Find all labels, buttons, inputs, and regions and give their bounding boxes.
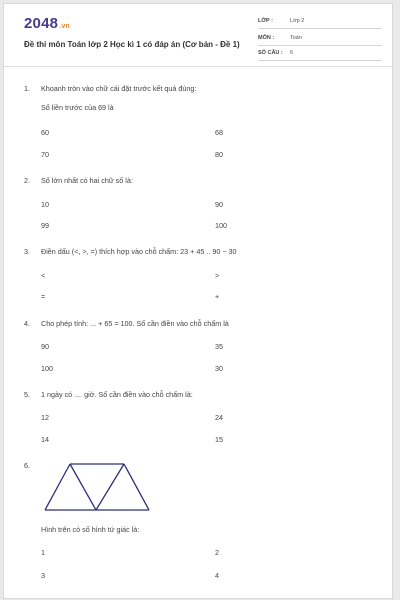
question-number: 5. xyxy=(24,390,30,399)
option-d[interactable]: 100 xyxy=(215,221,227,230)
option-c[interactable]: 14 xyxy=(41,435,49,444)
logo-main: 2048 xyxy=(24,15,59,32)
option-c[interactable]: 70 xyxy=(41,150,49,159)
figure-line xyxy=(96,464,124,510)
question-text: Điền dấu (<, >, =) thích hợp vào chỗ chấm: 23 + 45 .. 90 − 30 xyxy=(41,247,237,256)
option-b[interactable]: > xyxy=(215,271,220,280)
option-b[interactable]: 2 xyxy=(215,548,219,557)
option-b[interactable]: 24 xyxy=(215,413,223,422)
site-logo[interactable] xyxy=(24,15,70,32)
option-c[interactable]: = xyxy=(41,292,46,301)
question-text: Số lớn nhất có hai chữ số là: xyxy=(41,176,133,185)
exam-title: Đề thi môn Toán lớp 2 Học kì 1 có đáp án (Cơ bản - Đề 1) xyxy=(24,40,240,49)
option-c[interactable]: 100 xyxy=(41,364,53,373)
meta-count-value: 6 xyxy=(290,50,294,56)
option-d[interactable]: 30 xyxy=(215,364,223,373)
exam-sheet xyxy=(3,3,393,599)
option-c[interactable]: 99 xyxy=(41,221,49,230)
option-a[interactable]: 90 xyxy=(41,342,49,351)
meta-count-row xyxy=(258,46,382,61)
meta-class-row xyxy=(258,14,382,29)
question-number: 2. xyxy=(24,176,30,185)
option-a[interactable]: 10 xyxy=(41,200,49,209)
option-a[interactable]: 1 xyxy=(41,548,45,557)
question-text: 1 ngày có .... giờ. Số cần điền vào chỗ chấm là: xyxy=(41,390,193,399)
option-a[interactable]: < xyxy=(41,271,46,280)
option-a[interactable]: 12 xyxy=(41,413,49,422)
question-number: 1. xyxy=(24,84,30,93)
quadrilateral-figure xyxy=(44,463,156,515)
exam-header xyxy=(4,4,392,67)
question-number: 4. xyxy=(24,319,30,328)
option-c[interactable]: 3 xyxy=(41,571,45,580)
meta-subject-row xyxy=(258,31,382,46)
question-text: Khoanh tròn vào chữ cái đặt trước kết quả đúng: xyxy=(41,84,197,93)
option-d[interactable]: + xyxy=(215,292,220,301)
question-1-subtext: Số liền trước của 69 là xyxy=(41,103,114,112)
meta-class-value: Lớp 2 xyxy=(290,18,305,24)
figure-line xyxy=(70,464,96,510)
meta-subject-value: Toán xyxy=(290,35,302,41)
question-6-subtext: Hình trên có số hình tứ giác là: xyxy=(41,525,140,534)
option-b[interactable]: 68 xyxy=(215,128,223,137)
meta-count-label: SỐ CÂU : xyxy=(258,50,283,56)
question-number: 3. xyxy=(24,247,30,256)
option-d[interactable]: 15 xyxy=(215,435,223,444)
option-d[interactable]: 80 xyxy=(215,150,223,159)
meta-subject-label: MÔN : xyxy=(258,35,275,41)
logo-suffix: .vn xyxy=(59,23,70,30)
figure-line xyxy=(45,464,70,510)
option-a[interactable]: 60 xyxy=(41,128,49,137)
figure-line xyxy=(124,464,149,510)
option-b[interactable]: 90 xyxy=(215,200,223,209)
question-text: Cho phép tính: ... + 65 = 100. Số cần điền vào chỗ chấm là xyxy=(41,319,229,328)
option-d[interactable]: 4 xyxy=(215,571,219,580)
option-b[interactable]: 35 xyxy=(215,342,223,351)
meta-class-label: LỚP : xyxy=(258,18,273,24)
question-number: 6. xyxy=(24,461,30,470)
